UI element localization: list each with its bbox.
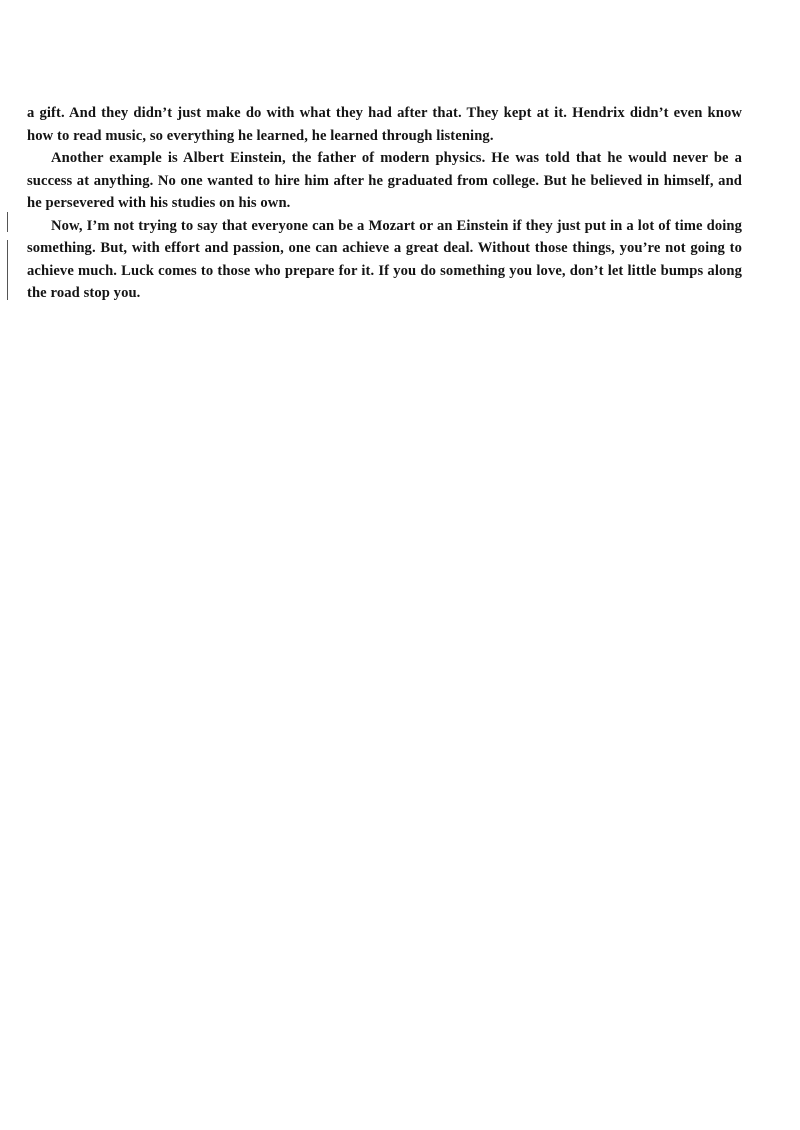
paragraph-2: Another example is Albert Einstein, the father of modern physics. He was told that he would never be a success at anything. No one wanted to hire him after he graduated from college. But he believed in himself, and he persevered with his studies on his own.	[27, 150, 742, 211]
margin-scan-mark	[7, 212, 8, 232]
paragraph-3: Now, I’m not trying to say that everyone can be a Mozart or an Einstein if they just put in a lot of time doing something. But, with effort and passion, one can achieve a great deal. Without those things, you’re not going to achieve much. Luck comes to those who prepare for it. If you do something you love, don’t let little bumps along the road stop you.	[27, 217, 742, 301]
paragraph-1: a gift. And they didn’t just make do with what they had after that. They kept at it. Hendrix didn’t even know how to read music, so everything he learned, he learned through listening.	[27, 105, 742, 144]
body-text	[27, 102, 742, 305]
margin-scan-mark	[7, 240, 8, 300]
